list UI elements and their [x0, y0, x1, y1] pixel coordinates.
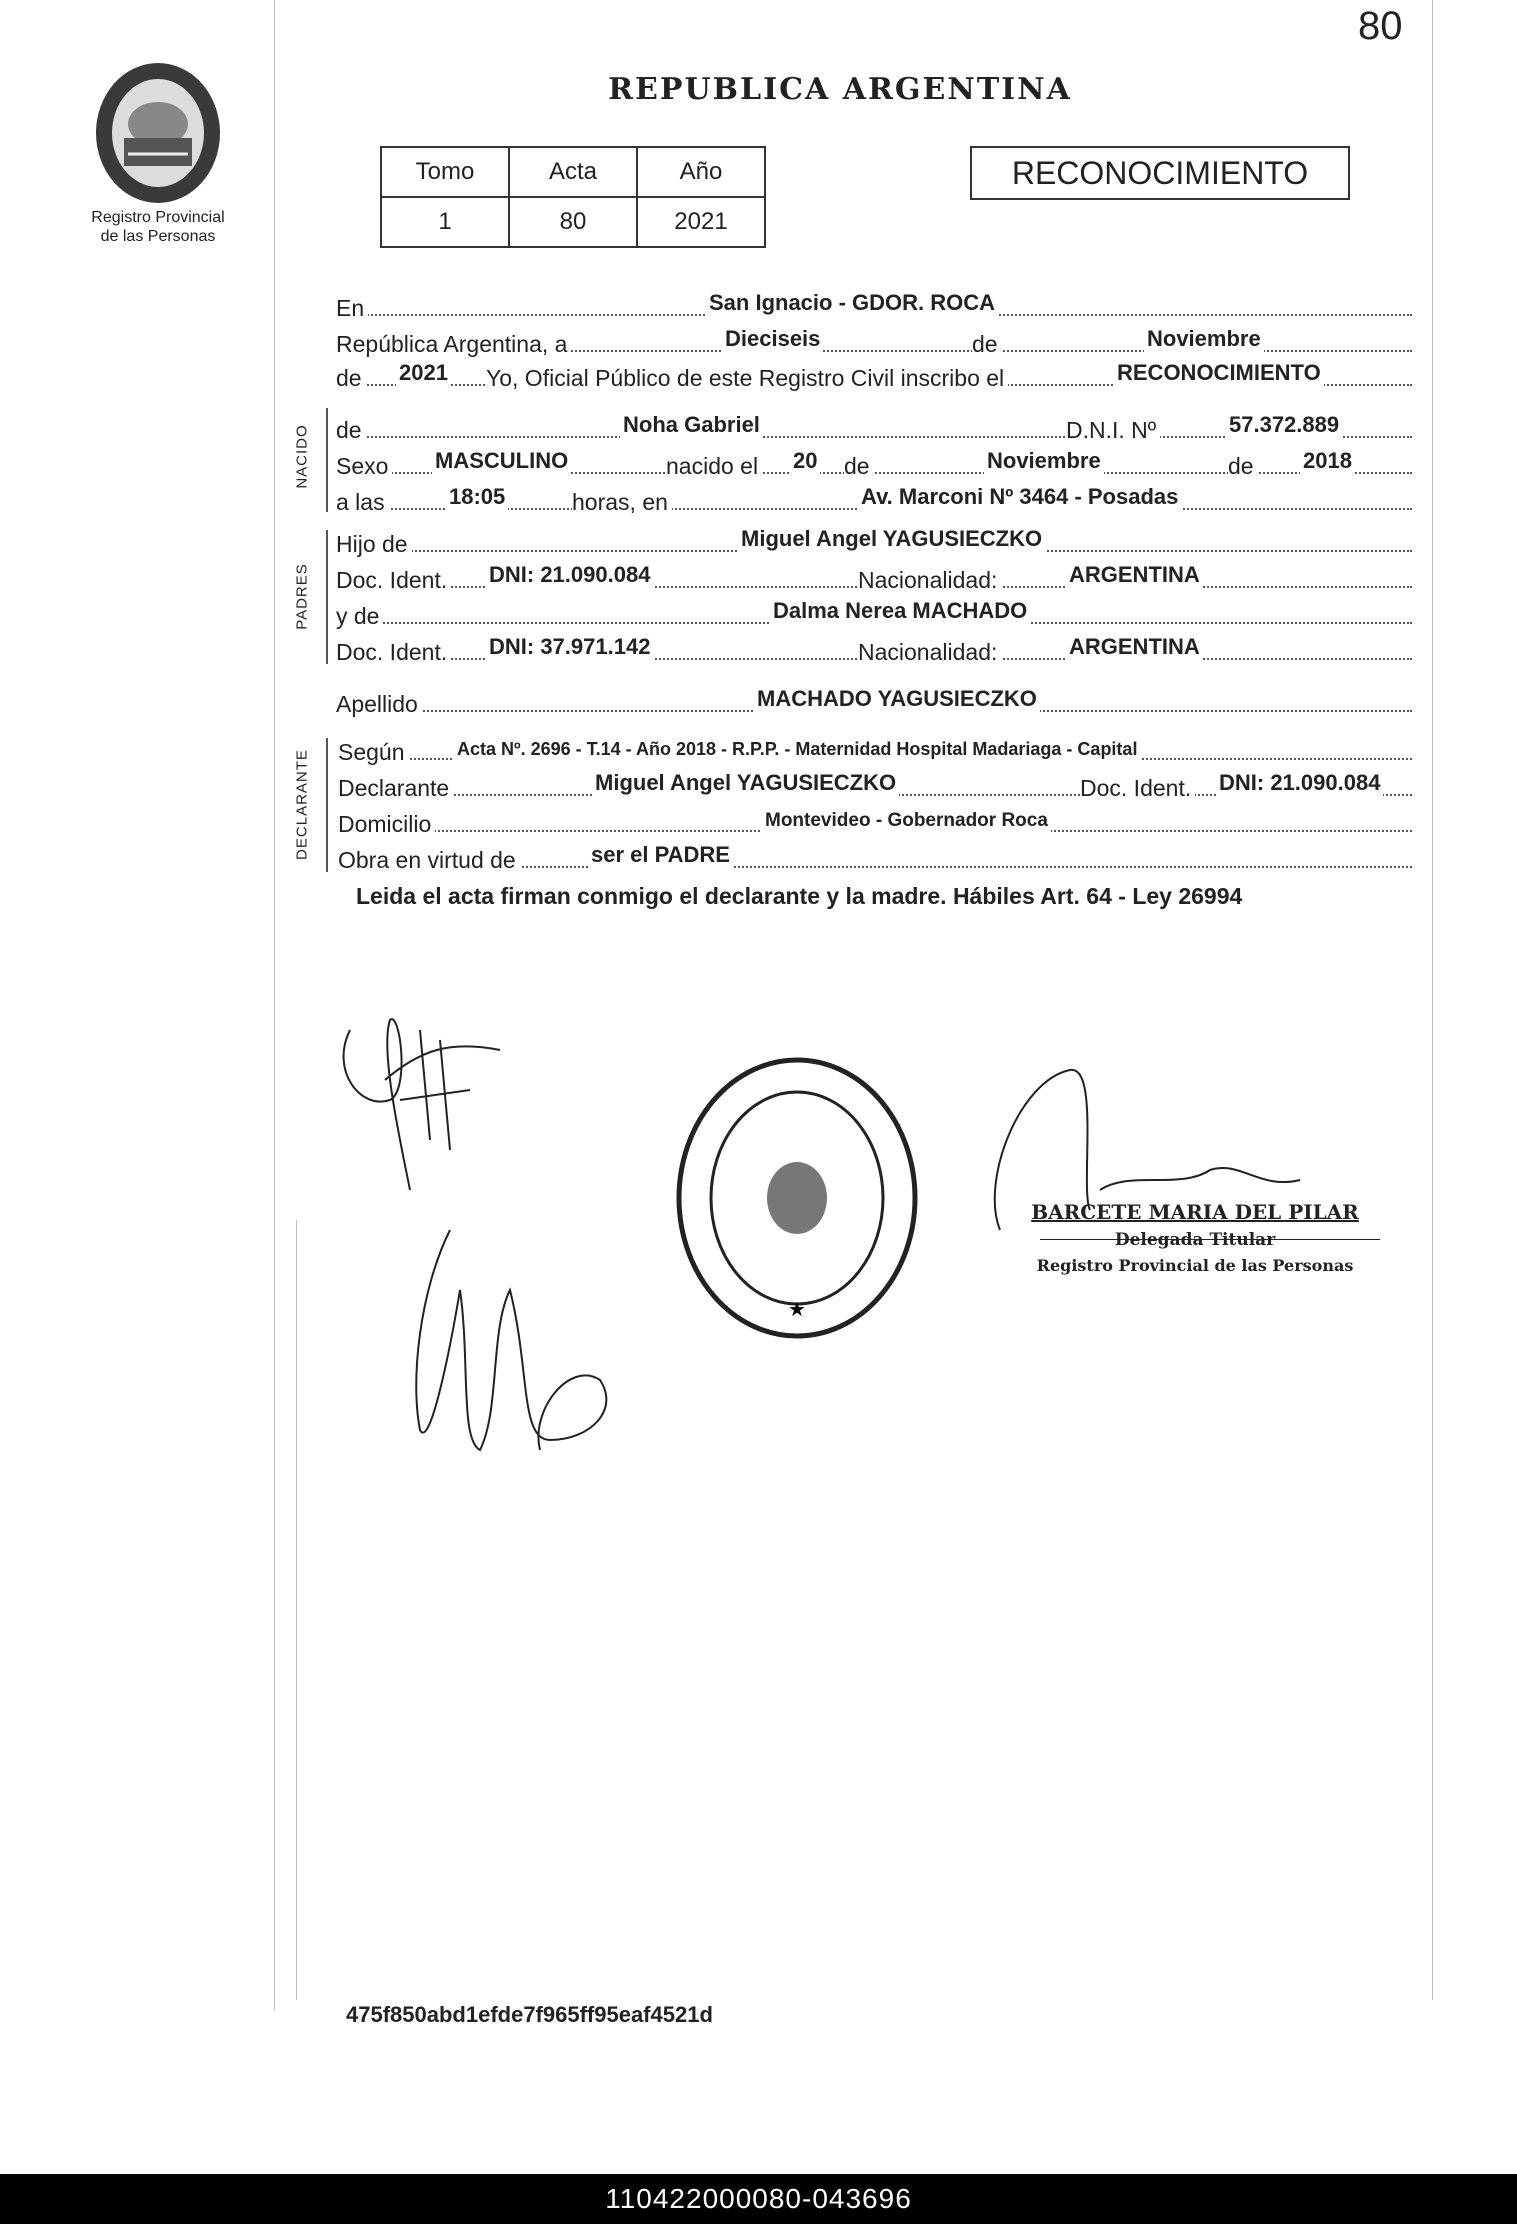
row-father-doc — [336, 558, 1412, 594]
row-sex-birth — [336, 444, 1412, 480]
label-mother-doc: Doc. Ident. — [336, 639, 451, 666]
label-sexo: Sexo — [336, 453, 392, 480]
value-father: Miguel Angel YAGUSIECZKO — [738, 526, 1045, 552]
closing-note: Leida el acta firman conmigo el declarante y la madre. Hábiles Art. 64 - Ley 26994 — [356, 883, 1243, 909]
declarante-section-label: DECLARANTE — [293, 749, 311, 860]
province-seal-logo — [88, 58, 228, 208]
label-statement: Yo, Oficial Público de este Registro Civil inscribo el — [486, 365, 1008, 392]
label-domicilio: Domicilio — [338, 811, 435, 838]
value-act: RECONOCIMIENTO — [1114, 360, 1324, 386]
padres-bracket — [326, 530, 328, 664]
nacido-bracket — [326, 408, 328, 512]
officer-role: Delegada Titular — [1114, 1230, 1276, 1250]
signature-declarante — [330, 990, 530, 1210]
row-date — [336, 322, 1412, 358]
row-time-place — [336, 480, 1412, 516]
label-year-de: de — [336, 365, 366, 392]
row-father — [336, 522, 1412, 558]
value-birth-year: 2018 — [1300, 448, 1355, 474]
value-mother-nationality: ARGENTINA — [1066, 634, 1203, 660]
logo-caption-line1: Registro Provincial — [91, 209, 225, 226]
row-year — [336, 356, 1412, 392]
svg-text:★: ★ — [788, 1297, 806, 1321]
label-obra: Obra en virtud de — [338, 847, 520, 874]
label-de: de — [972, 331, 1002, 358]
label-birth-de: de — [844, 453, 874, 480]
label-father-nationality: Nacionalidad: — [858, 567, 1001, 594]
value-birth-month: Noviembre — [984, 448, 1104, 474]
label-nacido-el: nacido el — [666, 453, 762, 480]
label-time: a las — [336, 489, 389, 516]
padres-section-label: PADRES — [293, 563, 311, 630]
row-domicilio — [338, 802, 1412, 838]
declarante-bracket — [326, 738, 328, 872]
ano-header: Año — [637, 147, 765, 197]
value-dni: 57.372.889 — [1226, 412, 1342, 438]
value-month: Noviembre — [1144, 326, 1264, 352]
label-y-de: y de — [336, 603, 383, 630]
document-type-box: RECONOCIMIENTO — [970, 146, 1350, 200]
value-apellido: MACHADO YAGUSIECZKO — [754, 686, 1040, 712]
left-margin-rule-lower — [296, 1220, 297, 2000]
label-place: horas, en — [572, 489, 672, 516]
nacido-section-label: NACIDO — [293, 424, 311, 489]
officer-office: Registro Provincial de las Personas — [1036, 1256, 1354, 1275]
row-name — [336, 408, 1412, 444]
value-father-nationality: ARGENTINA — [1066, 562, 1203, 588]
label-mother-nationality: Nacionalidad: — [858, 639, 1001, 666]
row-obra — [338, 838, 1412, 874]
value-father-doc: DNI: 21.090.084 — [486, 562, 653, 588]
value-time: 18:05 — [446, 484, 508, 510]
label-dni: D.N.I. Nº — [1066, 417, 1160, 444]
label-hijo-de: Hijo de — [336, 531, 412, 558]
officer-name: BARCETE MARIA DEL PILAR — [1031, 1200, 1359, 1224]
tomo-header: Tomo — [381, 147, 509, 197]
row-mother-doc — [336, 630, 1412, 666]
label-father-doc: Doc. Ident. — [336, 567, 451, 594]
page-title: REPUBLICA ARGENTINA — [608, 72, 1072, 107]
label-apellido: Apellido — [336, 691, 422, 718]
official-stamp — [672, 1048, 922, 1348]
footer-barcode-text: 110422000080-043696 — [0, 2174, 1517, 2224]
value-domicilio: Montevideo - Gobernador Roca — [762, 810, 1051, 832]
label-en: En — [336, 295, 368, 322]
value-declarante: Miguel Angel YAGUSIECZKO — [592, 770, 899, 796]
label-country: República Argentina, a — [336, 331, 571, 358]
left-margin-rule — [274, 0, 275, 2010]
value-segun: Acta Nº. 2696 - T.14 - Año 2018 - R.P.P. - Maternidad Hospital Madariaga - Capital — [454, 739, 1140, 760]
value-day: Dieciseis — [722, 326, 823, 352]
acta-header: Acta — [509, 147, 637, 197]
label-name-de: de — [336, 417, 366, 444]
value-mother-doc: DNI: 37.971.142 — [486, 634, 653, 660]
value-place: San Ignacio - GDOR. ROCA — [706, 290, 998, 316]
label-declarante: Declarante — [338, 775, 453, 802]
value-obra: ser el PADRE — [588, 842, 733, 868]
row-surname — [336, 682, 1412, 718]
label-birth-de2: de — [1228, 453, 1258, 480]
acta-value: 80 — [509, 197, 637, 247]
value-name: Noha Gabriel — [620, 412, 763, 438]
officer-block — [1030, 1200, 1360, 1275]
logo-caption-line2: de las Personas — [100, 228, 216, 245]
row-segun — [338, 730, 1412, 766]
ano-value: 2021 — [637, 197, 765, 247]
value-mother: Dalma Nerea MACHADO — [770, 598, 1030, 624]
document-hash: 475f850abd1efde7f965ff95eaf4521d — [346, 2002, 713, 2027]
value-birth-place: Av. Marconi Nº 3464 - Posadas — [858, 484, 1181, 510]
signature-madre — [390, 1210, 650, 1470]
value-birth-day: 20 — [790, 448, 820, 474]
value-sexo: MASCULINO — [432, 448, 571, 474]
label-declarante-doc: Doc. Ident. — [1080, 775, 1195, 802]
value-year: 2021 — [396, 360, 451, 386]
label-segun: Según — [338, 739, 409, 766]
page-number: 80 — [1358, 4, 1403, 48]
row-declarante — [338, 766, 1412, 802]
value-declarante-doc: DNI: 21.090.084 — [1216, 770, 1383, 796]
book-reference-table — [380, 146, 766, 248]
logo-caption — [72, 208, 244, 246]
right-margin-rule — [1432, 0, 1433, 2000]
row-place — [336, 286, 1412, 322]
tomo-value: 1 — [381, 197, 509, 247]
row-mother — [336, 594, 1412, 630]
